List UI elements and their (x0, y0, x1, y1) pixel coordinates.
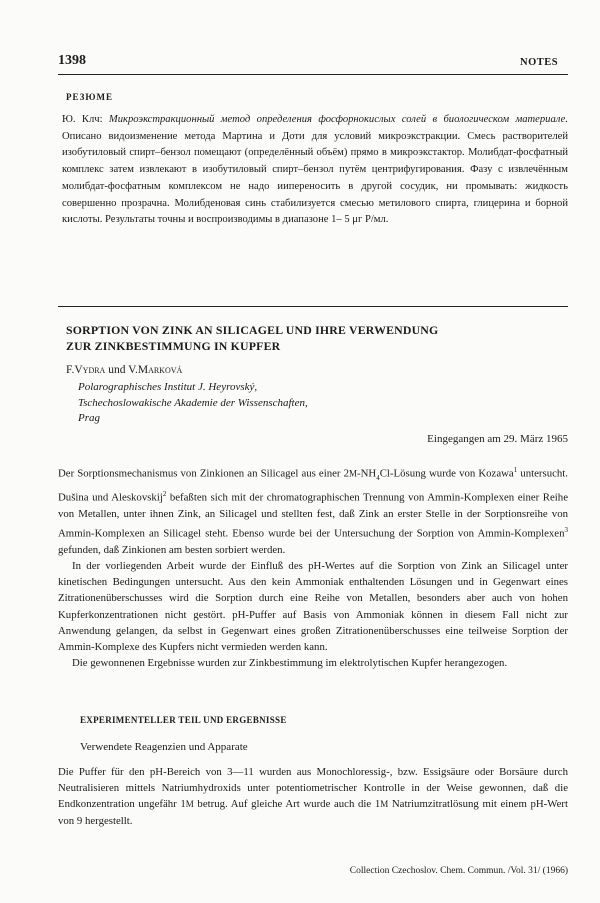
resume-heading: РЕЗЮМЕ (66, 92, 113, 102)
author-conjunction: und (105, 364, 129, 376)
page-number: 1398 (58, 53, 86, 68)
section-label: NOTES (520, 57, 559, 68)
experimental-subheading: Verwendete Reagenzien und Apparate (80, 741, 248, 753)
affiliation-line3: Prag (78, 412, 100, 424)
article-body (58, 462, 568, 671)
affiliation-line2: Tschechoslowakische Akademie der Wissenschaften, (78, 396, 308, 409)
author2-initial: V. (128, 364, 138, 376)
resume-text: Описано видоизменение метода Мартина и Доти для условий микроэкстракции. Смесь растворителей изобутиловый спирт–бензол помещают (определённый объём) прямо в микроэкстактор. Молибдат-фосфатный комплекс затем извлекают в изобутиловый спирт–бензол путём центрифугирования. Фазу с извлечённым молибдат-фосфатным комплексом не надо иипереносить в другой сосудик, ни промывать: жидкость совершенно прозрачна. Молибденовая синь стабилизуется смесью метилового спирта, глицерина и борной кислоты. Результаты точны и воспроизводимы в диапазоне 1– 5 μг P/мл. (62, 130, 568, 226)
article-title-line1: SORPTION VON ZINK AN SILICAGEL UND IHRE VERWENDUNG (66, 323, 439, 337)
received-date: Eingegangen am 29. März 1965 (427, 433, 568, 445)
footer-citation: Collection Czechoslov. Chem. Commun. /Vol. 31/ (1966) (349, 866, 568, 876)
article-title (66, 323, 566, 354)
affiliation-line1: Polarographisches Institut J. Heyrovský, (78, 381, 258, 393)
header-rule (58, 74, 568, 75)
affiliation (78, 380, 308, 427)
paragraph-3: Die gewonnenen Ergebnisse wurden zur Zinkbestimmung im elektrolytischen Kupfer herangezogen. (72, 657, 508, 670)
author2-name: Marková (137, 364, 183, 376)
resume-paragraph (62, 112, 568, 229)
experimental-body (58, 764, 568, 829)
experimental-heading: EXPERIMENTELLER TEIL UND ERGEBNISSE (80, 715, 287, 725)
experimental-paragraph-1: Die Puffer für den pH-Bereich von 3—11 wurden aus Monochloressig-, bzw. Essigsäure oder Borsäure durch Neutralisieren mittels Natriumhydroxids unter potentiometrischer Kontrolle in der Weise gewonnen, daß die Endkonzentration ungefähr 1M betrug. Auf gleiche Art wurde auch die 1M Natriumzitratlösung mit einem pH-Wert von 9 hergestellt. (58, 766, 568, 827)
author1-name: Vydra (74, 364, 106, 376)
author1-initial: F. (66, 364, 75, 376)
section-divider (58, 306, 568, 307)
article-authors (66, 364, 182, 376)
resume-title: Микроэкстракционный метод определения фосфорнокислых солей в биологическом материале. (108, 114, 569, 125)
paragraph-1: Der Sorptionsmechanismus von Zinkionen an Silicagel aus einer $2M-NH_4Cl$-Lösung wurde von Kozawa$^1$ untersucht. Dušina und Aleskovskij$^2$ befaßten sich mit der chromatographischen Trennung von Ammin-Komplexen einer Reihe von Metallen, unter ihnen Zink, an Silicagel und stellten fest, daß Zink an erster Stelle in der Sorptionsreihe von Ammin-Komplexen an Silicagel steht. Ebenso wurde bei der Untersuchung der Sorption von Ammin-Komplexen$^3$ gefunden, daß Zinkionen am besten sorbiert werden. (58, 466, 568, 556)
article-title-line2: ZUR ZINKBESTIMMUNG IN KUPFER (66, 338, 281, 353)
resume-author: Ю. Клч: (62, 114, 103, 125)
paragraph-2: In der vorliegenden Arbeit wurde der Einfluß des pH-Wertes auf die Sorption von Zink an Silicagel unter kinetischen Bedingungen untersucht. Aus den kein Ammoniak enthaltenden Lösungen und in Gegenwart eines Zitrationenüberschusses wird die Sorption durch eine Reihe von Metallen, besonders aber auch von hohen Kupferkonzentrationen nicht gestört. pH-Puffer auf Basis von Ammoniak können in diesem Fall nicht zur Anwendung gelangen, da selbst in Gegenwart eines großen Zitrationenüberschusses eine teilweise Sorption der Ammin-Komplexe des Kupfers nicht vermieden werden kann. (58, 559, 568, 653)
